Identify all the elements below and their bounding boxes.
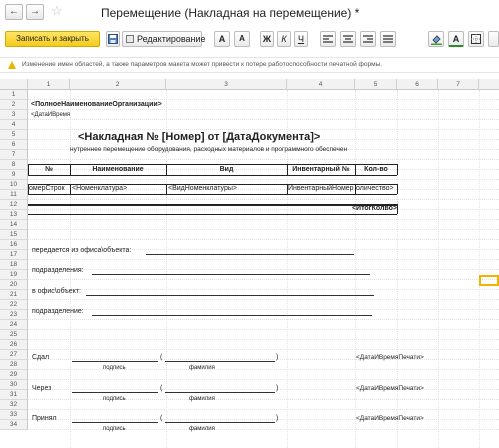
table-border (397, 164, 398, 175)
signature-line (92, 274, 370, 275)
signature-line (165, 422, 275, 423)
window-titlebar (0, 0, 499, 26)
paren-close: ) (276, 385, 279, 392)
edit-mode-label: Редактирование (137, 34, 206, 44)
gridline (28, 209, 499, 210)
edit-mode-toggle[interactable] (122, 31, 206, 47)
row-header[interactable]: 30 (0, 380, 28, 390)
sign-caption: подпись (103, 365, 126, 371)
signature-line (165, 361, 275, 362)
gridline (28, 299, 499, 300)
row-header[interactable]: 20 (0, 280, 28, 290)
table-border (397, 204, 398, 214)
gridline (28, 129, 499, 130)
borders-icon[interactable] (468, 31, 484, 47)
from-office-label[interactable]: передается из офиса\объекта: (32, 247, 132, 254)
signature-line (86, 295, 374, 296)
datetime-field[interactable]: <ДатаИВремя (31, 112, 71, 118)
table-header-qty[interactable]: Кол-во (364, 166, 388, 173)
underline-button[interactable]: Ч (294, 31, 308, 47)
received-label[interactable]: Принял (32, 415, 57, 422)
table-header-inventory[interactable]: Инвентарный № (292, 166, 350, 173)
gridline (28, 339, 499, 340)
text-color-button[interactable]: A (448, 31, 464, 47)
gridline (28, 419, 499, 420)
sign-caption: подпись (103, 426, 126, 432)
table-border (28, 194, 397, 195)
row-header[interactable]: 22 (0, 300, 28, 310)
corner-cell (0, 79, 28, 90)
gridline (28, 239, 499, 240)
table-border (70, 184, 71, 194)
gridline (28, 279, 499, 280)
save-and-close-button[interactable]: Записать и закрыть (5, 31, 100, 47)
row-header[interactable]: 21 (0, 290, 28, 300)
gridline (28, 119, 499, 120)
gridline (28, 409, 499, 410)
gridline (28, 429, 499, 430)
gridline (28, 179, 499, 180)
surname-caption: фамилия (189, 426, 215, 432)
column-header[interactable]: 5 (355, 79, 397, 90)
paren-open: ( (160, 385, 163, 392)
favorite-star-icon[interactable]: ☆ (51, 3, 63, 18)
row-header[interactable]: 13 (0, 210, 28, 220)
through-label[interactable]: Через (32, 385, 52, 392)
window-title: Перемещение (Накладная на перемещение) * (101, 6, 360, 20)
gridline (28, 329, 499, 330)
column-header[interactable]: 7 (438, 79, 479, 90)
row-header[interactable]: 4 (0, 120, 28, 130)
row-header[interactable]: 10 (0, 180, 28, 190)
decrease-font-button[interactable]: A (234, 31, 250, 47)
italic-button[interactable]: К (277, 31, 291, 47)
gridline (28, 159, 499, 160)
toolbar (0, 26, 499, 52)
gridline (397, 90, 398, 448)
align-right-icon[interactable] (360, 31, 376, 47)
fill-color-icon[interactable] (428, 31, 444, 47)
surname-caption: фамилия (189, 365, 215, 371)
row-header[interactable]: 6 (0, 140, 28, 150)
gridline (28, 379, 499, 380)
signature-line (72, 361, 158, 362)
gridline (28, 389, 499, 390)
warning-notice (0, 57, 499, 73)
edit-grid-icon (126, 35, 134, 43)
row-header[interactable]: 18 (0, 260, 28, 270)
row-header[interactable]: 31 (0, 390, 28, 400)
total-qty-field[interactable]: <ИтогКолво> (351, 205, 397, 212)
table-cell-inventory[interactable]: ИнвентарныйНомер (288, 185, 354, 192)
table-cell-name[interactable]: <Номенклатура> (72, 185, 128, 192)
table-cell-qty[interactable]: оличество> (356, 185, 394, 192)
gridline (28, 309, 499, 310)
row-header[interactable]: 8 (0, 160, 28, 170)
row-header[interactable]: 2 (0, 100, 28, 110)
warning-icon (8, 61, 16, 69)
column-header[interactable]: 4 (287, 79, 355, 90)
print-datetime-field[interactable]: <ДатаИВремяПечати> (356, 385, 424, 392)
row-header[interactable]: 16 (0, 240, 28, 250)
gridline (438, 90, 439, 448)
to-office-label[interactable]: в офис\объект: (32, 288, 81, 295)
paren-close: ) (276, 354, 279, 361)
row-header[interactable]: 23 (0, 310, 28, 320)
gridline (28, 269, 499, 270)
row-header[interactable]: 29 (0, 370, 28, 380)
row-header[interactable]: 25 (0, 330, 28, 340)
gridline (28, 349, 499, 350)
gridline (28, 229, 499, 230)
row-header[interactable]: 9 (0, 170, 28, 180)
column-header[interactable]: 1 (28, 79, 70, 90)
column-header[interactable]: 2 (70, 79, 166, 90)
paren-open: ( (160, 354, 163, 361)
document-heading[interactable]: <Накладная № [Номер] от [ДатаДокумента]> (78, 131, 321, 143)
table-cell-num[interactable]: омерСтрок (29, 185, 65, 192)
to-dept-label[interactable]: подразделение: (32, 308, 84, 315)
gridline (28, 369, 499, 370)
row-header[interactable]: 32 (0, 400, 28, 410)
paren-close: ) (276, 415, 279, 422)
signature-line (92, 315, 372, 316)
gridline (28, 199, 499, 200)
bold-button[interactable]: Ж (260, 31, 274, 47)
row-header[interactable]: 1 (0, 90, 28, 100)
signature-line (72, 392, 158, 393)
column-header[interactable]: 6 (397, 79, 438, 90)
warning-text: Изменение имен областей, а также параметров макета может привести к потере работоспособности печатной формы. (22, 61, 383, 68)
signature-line (146, 254, 354, 255)
row-header[interactable]: 19 (0, 270, 28, 280)
table-header-name[interactable]: Наименование (92, 166, 144, 173)
column-header-bar (0, 79, 499, 90)
signature-line (165, 392, 275, 393)
paren-open: ( (160, 415, 163, 422)
row-header[interactable]: 12 (0, 200, 28, 210)
table-header-type[interactable]: Вид (219, 166, 234, 173)
row-header[interactable]: 17 (0, 250, 28, 260)
more-icon[interactable] (488, 31, 499, 47)
selected-cell[interactable] (479, 275, 499, 286)
row-header[interactable]: 24 (0, 320, 28, 330)
row-header[interactable]: 33 (0, 410, 28, 420)
handed-label[interactable]: Сдал (32, 354, 50, 361)
gridline (28, 289, 499, 290)
row-header[interactable]: 34 (0, 420, 28, 430)
row-header[interactable]: 15 (0, 230, 28, 240)
table-cell-type[interactable]: <ВидНоменклатуры> (168, 185, 237, 192)
table-border (397, 184, 398, 194)
surname-caption: фамилия (189, 396, 215, 402)
table-border (28, 175, 397, 176)
row-header[interactable]: 5 (0, 130, 28, 140)
save-icon[interactable] (106, 31, 120, 47)
table-border (166, 184, 167, 194)
table-border (28, 214, 397, 215)
print-datetime-field[interactable]: <ДатаИВремяПечати> (356, 415, 424, 422)
row-header[interactable]: 26 (0, 340, 28, 350)
row-header[interactable]: 7 (0, 150, 28, 160)
gridline (28, 399, 499, 400)
gridline (28, 259, 499, 260)
signature-line (72, 422, 158, 423)
align-center-icon[interactable] (340, 31, 356, 47)
print-datetime-field[interactable]: <ДатаИВремяПечати> (356, 354, 424, 361)
row-header[interactable]: 3 (0, 110, 28, 120)
increase-font-button[interactable]: A (214, 31, 230, 47)
back-button[interactable]: ← (5, 4, 23, 20)
document-subheading[interactable]: нутреннее перемещение оборудования, расходных материалов и программного обеспечен (70, 146, 348, 153)
row-header[interactable]: 11 (0, 190, 28, 200)
row-header[interactable]: 27 (0, 350, 28, 360)
spreadsheet-area[interactable] (0, 79, 499, 448)
align-left-icon[interactable] (320, 31, 336, 47)
column-header[interactable]: 3 (166, 79, 287, 90)
forward-button[interactable]: → (26, 4, 44, 20)
row-header[interactable]: 28 (0, 360, 28, 370)
gridline (28, 359, 499, 360)
table-header-num[interactable]: № (45, 166, 53, 173)
gridline (355, 90, 356, 448)
gridline (28, 319, 499, 320)
table-border (28, 204, 397, 206)
justify-icon[interactable] (380, 31, 396, 47)
gridline (28, 219, 499, 220)
gridline (479, 90, 480, 448)
from-dept-label[interactable]: подразделения: (32, 267, 84, 274)
sign-caption: подпись (103, 396, 126, 402)
row-header[interactable]: 14 (0, 220, 28, 230)
org-name-field[interactable]: <ПолноеНаименованиеОрганизации> (31, 101, 162, 108)
